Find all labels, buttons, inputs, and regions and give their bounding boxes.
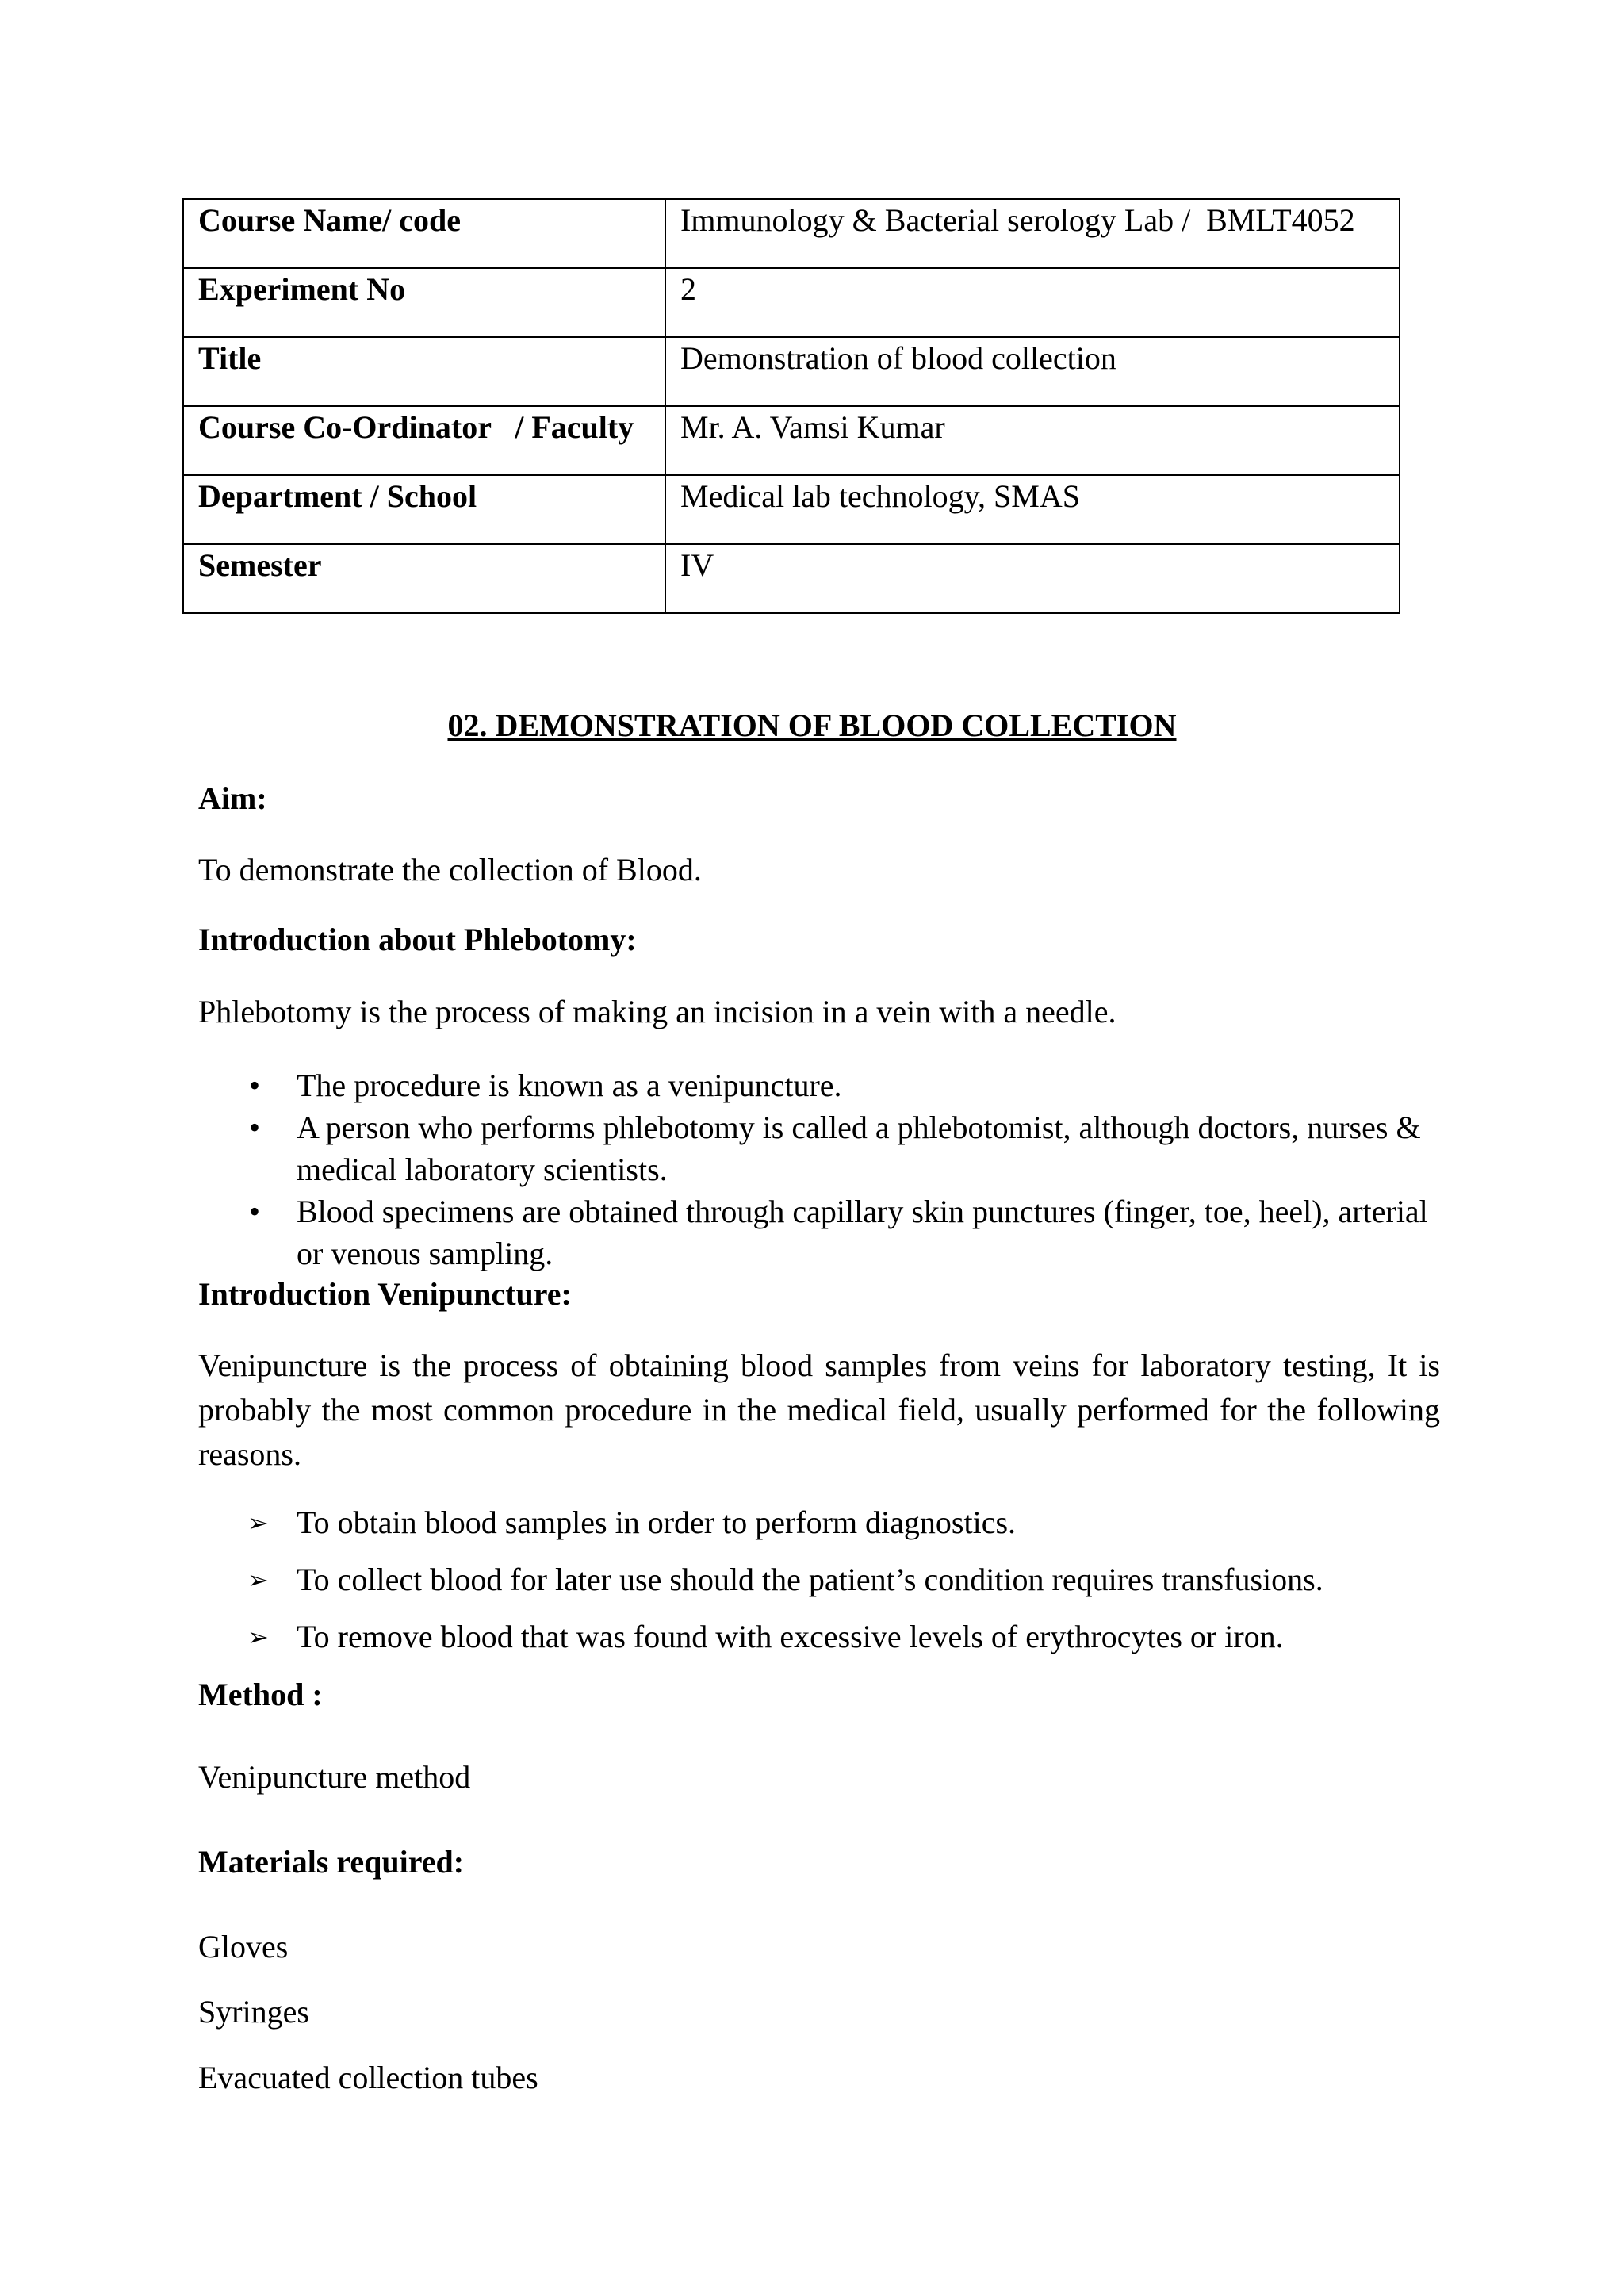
table-value-cell: IV	[665, 544, 1400, 613]
bullet-icon: •	[249, 1194, 261, 1229]
table-label-cell: Department / School	[183, 475, 665, 544]
list-item: • A person who performs phlebotomy is called a phlebotomist, although doctors, nurses & medical laboratory scientists.	[198, 1106, 1443, 1190]
list-item: ➢ To remove blood that was found with excessive levels of erythrocytes or iron.	[198, 1616, 1443, 1673]
table-value-cell: Demonstration of blood collection	[665, 337, 1400, 406]
list-item: • The procedure is known as a venipuncture.	[198, 1064, 1443, 1106]
venipuncture-heading: Introduction Venipuncture:	[198, 1276, 572, 1312]
aim-text: To demonstrate the collection of Blood.	[198, 852, 702, 887]
table-label-cell: Course Co-Ordinator / Faculty	[183, 406, 665, 475]
table-row	[183, 337, 1400, 406]
table-label-cell: Experiment No	[183, 268, 665, 337]
table-row	[183, 406, 1400, 475]
table-row	[183, 544, 1400, 613]
arrow-bullet-icon: ➢	[247, 1508, 269, 1538]
list-item: ➢ To collect blood for later use should the patient’s condition requires transfusions.	[198, 1558, 1443, 1616]
table-value-cell: Immunology & Bacterial serology Lab / BMLT4052	[665, 199, 1400, 268]
table-row	[183, 268, 1400, 337]
materials-heading: Materials required:	[198, 1844, 465, 1880]
phlebotomy-heading: Introduction about Phlebotomy:	[198, 922, 637, 957]
method-heading: Method :	[198, 1677, 323, 1712]
bullet-icon: •	[249, 1110, 261, 1145]
method-text: Venipuncture method	[198, 1759, 471, 1795]
venipuncture-reasons-list	[198, 1501, 1443, 1673]
table-value-cell: Mr. A. Vamsi Kumar	[665, 406, 1400, 475]
table-value-cell: 2	[665, 268, 1400, 337]
material-item: Syringes	[198, 1994, 309, 2030]
aim-heading: Aim:	[198, 780, 267, 816]
bullet-icon: •	[249, 1068, 261, 1103]
phlebotomy-bullet-list	[198, 1064, 1443, 1274]
table-label-cell: Course Name/ code	[183, 199, 665, 268]
table-row	[183, 475, 1400, 544]
venipuncture-text: Venipuncture is the process of obtaining blood samples from veins for laboratory testing, It is probably the most common procedure in the medical field, usually performed for the following reasons.	[198, 1347, 1440, 1472]
phlebotomy-text: Phlebotomy is the process of making an incision in a vein with a needle.	[198, 994, 1116, 1029]
table-row	[183, 199, 1400, 268]
material-item: Evacuated collection tubes	[198, 2060, 538, 2095]
main-heading: 02. DEMONSTRATION OF BLOOD COLLECTION	[447, 707, 1177, 743]
list-item: • Blood specimens are obtained through capillary skin punctures (finger, toe, heel), arterial or venous sampling.	[198, 1190, 1443, 1274]
arrow-bullet-icon: ➢	[247, 1622, 269, 1652]
material-item: Gloves	[198, 1929, 289, 1964]
list-item: ➢ To obtain blood samples in order to perform diagnostics.	[198, 1501, 1443, 1558]
table-label-cell: Semester	[183, 544, 665, 613]
table-value-cell: Medical lab technology, SMAS	[665, 475, 1400, 544]
arrow-bullet-icon: ➢	[247, 1565, 269, 1595]
course-info-table	[182, 198, 1400, 614]
table-label-cell: Title	[183, 337, 665, 406]
